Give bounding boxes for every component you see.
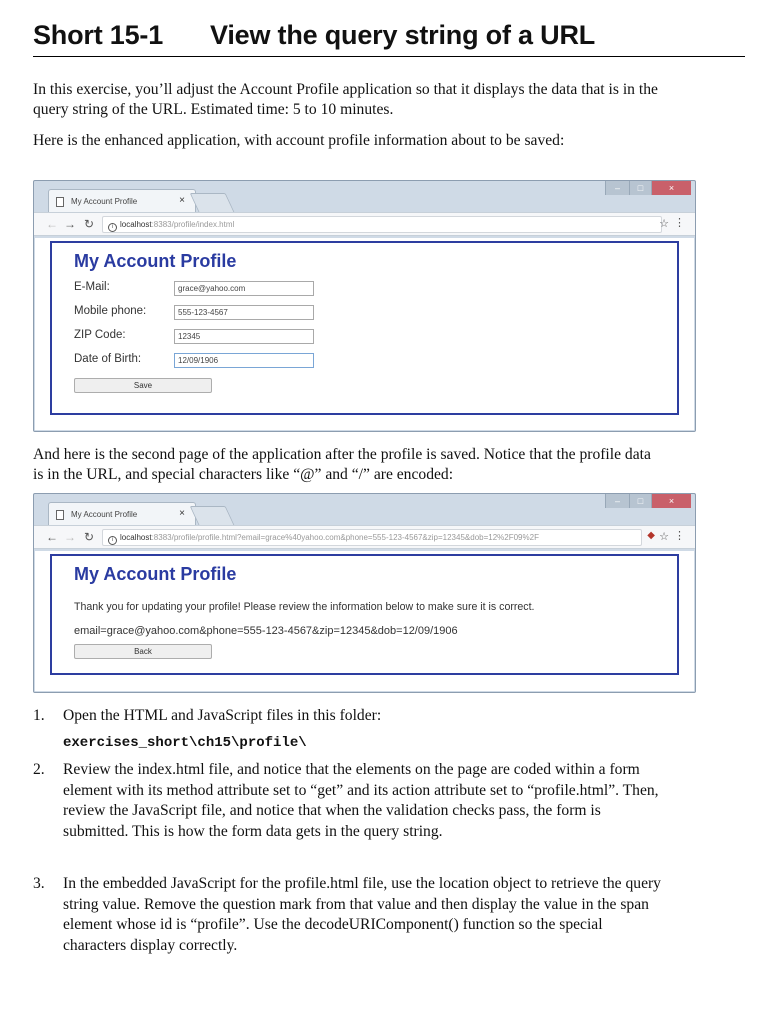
middle-paragraph: And here is the second page of the application after the profile is saved. Notice that the profile data is in the URL, and special characters like “@” and “/” are encoded:	[33, 446, 651, 483]
info-icon[interactable]: i	[108, 536, 117, 545]
browser-tab[interactable]	[48, 502, 196, 526]
menu-dots-icon[interactable]: ⋮	[674, 217, 685, 229]
email-field[interactable]	[174, 281, 314, 296]
bookmark-star-icon[interactable]: ☆	[659, 531, 669, 543]
url-field[interactable]	[102, 216, 662, 233]
step-text: Review the index.html file, and notice that the elements on the page are coded within a form element with its method attribute set to “get” and its action attribute set to “profile.html”. Then, review the JavaScript file, and notice that when the validation checks pass, the form is submitted. This is how the form data gets in the query string.	[63, 761, 659, 840]
tab-bar	[34, 181, 695, 212]
phone-label: Mobile phone:	[74, 305, 147, 317]
step-number: 1.	[33, 707, 45, 724]
app-title: My Account Profile	[74, 251, 237, 271]
tab-title: My Account Profile	[71, 510, 138, 519]
close-tab-icon[interactable]: ×	[179, 195, 185, 206]
browser-window-profile	[33, 493, 696, 693]
heading-rule	[33, 56, 745, 57]
address-bar	[34, 212, 695, 236]
close-window-icon[interactable]: ×	[651, 181, 691, 195]
maximize-icon[interactable]: □	[629, 494, 651, 508]
new-tab-button[interactable]	[190, 506, 235, 525]
url-path: :8383/profile/index.html	[151, 220, 235, 229]
address-bar	[34, 525, 695, 549]
info-icon[interactable]: i	[108, 223, 117, 232]
dob-field[interactable]	[174, 353, 314, 368]
save-button[interactable]: Save	[74, 378, 212, 393]
new-tab-button[interactable]	[190, 193, 235, 212]
url-field[interactable]	[102, 529, 642, 546]
close-window-icon[interactable]: ×	[651, 494, 691, 508]
menu-dots-icon[interactable]: ⋮	[674, 530, 685, 542]
page-icon	[56, 197, 64, 207]
reload-icon[interactable]: ↻	[84, 530, 95, 544]
zip-field[interactable]	[174, 329, 314, 344]
back-arrow-icon[interactable]: ←	[46, 217, 58, 231]
email-label: E-Mail:	[74, 281, 110, 293]
url-host: localhost	[120, 533, 152, 542]
page-viewport	[35, 551, 694, 691]
url-host: localhost	[120, 220, 152, 229]
back-arrow-icon[interactable]: ←	[46, 530, 58, 544]
step-number: 2.	[33, 761, 45, 778]
page-viewport	[35, 238, 694, 430]
window-controls	[605, 494, 691, 508]
forward-arrow-icon[interactable]: →	[64, 530, 76, 544]
tab-title: My Account Profile	[71, 197, 138, 206]
dob-label: Date of Birth:	[74, 353, 142, 365]
bookmark-star-icon[interactable]: ☆	[659, 218, 669, 230]
profile-form-frame	[50, 241, 679, 415]
exercise-heading	[33, 20, 595, 51]
step-number: 3.	[33, 875, 45, 892]
reload-icon[interactable]: ↻	[84, 217, 95, 231]
window-controls	[605, 181, 691, 195]
extension-icon[interactable]: ◆	[647, 530, 655, 541]
phone-field[interactable]	[174, 305, 314, 320]
profile-result-frame	[50, 554, 679, 675]
zip-label: ZIP Code:	[74, 329, 126, 341]
page-icon	[56, 510, 64, 520]
minimize-icon[interactable]: –	[605, 494, 629, 508]
url-path: :8383/profile/profile.html?email=grace%40yahoo.com&phone=555-123-4567&zip=12345&dob=12%2F09%2F	[151, 533, 539, 542]
browser-window-index	[33, 180, 696, 432]
minimize-icon[interactable]: –	[605, 181, 629, 195]
forward-arrow-icon[interactable]: →	[64, 217, 76, 231]
close-tab-icon[interactable]: ×	[179, 508, 185, 519]
maximize-icon[interactable]: □	[629, 181, 651, 195]
intro-paragraph: In this exercise, you’ll adjust the Account Profile application so that it displays the data that is in the query string of the URL. Estimated time: 5 to 10 minutes.	[33, 81, 658, 118]
step-text: In the embedded JavaScript for the profile.html file, use the location object to retrieve the query string value. Remove the question mark from that value and then display the value in the span element whose id is “profile”. Use the decodeURIComponent() function so the special characters display correctly.	[63, 875, 661, 954]
folder-path: exercises_short\ch15\profile\	[63, 735, 307, 751]
browser-tab[interactable]	[48, 189, 196, 213]
back-button[interactable]: Back	[74, 644, 212, 659]
intro-paragraph-2: Here is the enhanced application, with account profile information about to be saved:	[33, 132, 565, 149]
exercise-number: Short 15-1	[33, 20, 164, 50]
exercise-title: View the query string of a URL	[210, 20, 596, 50]
query-string-display: email=grace@yahoo.com&phone=555-123-4567&zip=12345&dob=12/09/1906	[74, 625, 458, 637]
step-text: Open the HTML and JavaScript files in this folder:	[63, 707, 382, 724]
app-title: My Account Profile	[74, 564, 237, 584]
tab-bar	[34, 494, 695, 525]
thank-you-message: Thank you for updating your profile! Please review the information below to make sure it is correct.	[74, 601, 535, 613]
